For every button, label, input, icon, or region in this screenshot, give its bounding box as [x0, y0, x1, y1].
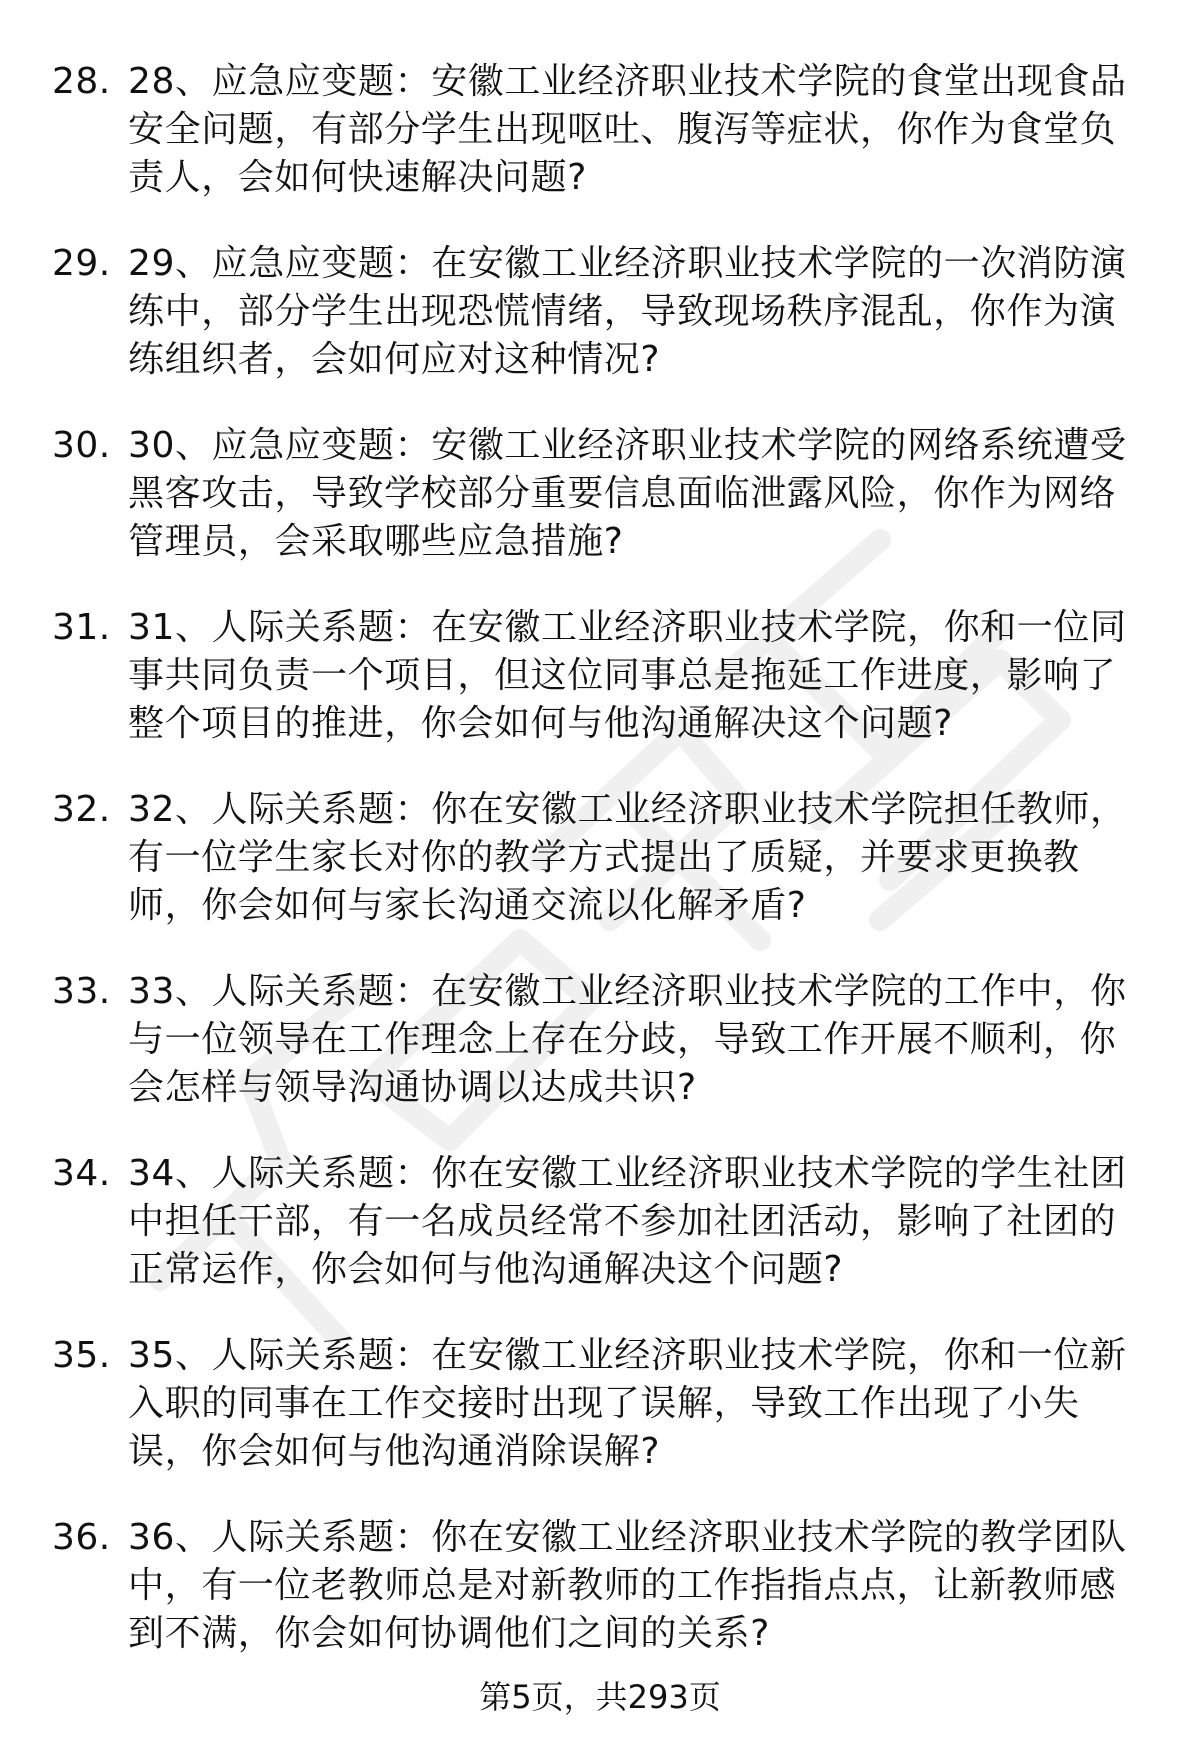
question-text: 34、人际关系题：你在安徽工业经济职业技术学院的学生社团中担任干部，有一名成员经常不参加社团活动，影响了社团的正常运作，你会如何与他沟通解决这个问题? — [128, 1153, 1127, 1290]
question-text: 28、应急应变题：安徽工业经济职业技术学院的食堂出现食品安全问题，有部分学生出现呕吐、腹泻等症状，你作为食堂负责人，会如何快速解决问题? — [128, 61, 1127, 198]
question-number: 35. — [52, 1335, 111, 1376]
question-list — [0, 58, 1200, 1696]
question-text: 31、人际关系题：在安徽工业经济职业技术学院，你和一位同事共同负责一个项目，但这位同事总是拖延工作进度，影响了整个项目的推进，你会如何与他沟通解决这个问题? — [128, 607, 1127, 744]
question-item — [0, 968, 1200, 1150]
question-number: 30. — [52, 425, 111, 466]
question-item — [0, 1332, 1200, 1514]
question-item — [0, 58, 1200, 240]
question-item — [0, 1514, 1200, 1696]
question-item — [0, 422, 1200, 604]
question-text: 29、应急应变题：在安徽工业经济职业技术学院的一次消防演练中，部分学生出现恐慌情绪，导致现场秩序混乱，你作为演练组织者，会如何应对这种情况? — [128, 243, 1127, 380]
page-number-footer: 第5页，共293页 — [479, 1678, 721, 1716]
question-text: 30、应急应变题：安徽工业经济职业技术学院的网络系统遭受黑客攻击，导致学校部分重要信息面临泄露风险，你作为网络管理员，会采取哪些应急措施? — [128, 425, 1127, 562]
question-text: 33、人际关系题：在安徽工业经济职业技术学院的工作中，你与一位领导在工作理念上存在分歧，导致工作开展不顺利，你会怎样与领导沟通协调以达成共识? — [128, 971, 1127, 1108]
question-number: 34. — [52, 1153, 111, 1194]
question-number: 28. — [52, 61, 111, 102]
question-text: 32、人际关系题：你在安徽工业经济职业技术学院担任教师，有一位学生家长对你的教学方式提出了质疑，并要求更换教师，你会如何与家长沟通交流以化解矛盾? — [128, 789, 1127, 926]
question-text: 36、人际关系题：你在安徽工业经济职业技术学院的教学团队中，有一位老教师总是对新教师的工作指指点点，让新教师感到不满，你会如何协调他们之间的关系? — [128, 1517, 1127, 1654]
question-item — [0, 604, 1200, 786]
question-number: 32. — [52, 789, 111, 830]
question-number: 29. — [52, 243, 111, 284]
question-item — [0, 240, 1200, 422]
question-item — [0, 1150, 1200, 1332]
question-item — [0, 786, 1200, 968]
question-text: 35、人际关系题：在安徽工业经济职业技术学院，你和一位新入职的同事在工作交接时出现了误解，导致工作出现了小失误，你会如何与他沟通消除误解? — [128, 1335, 1127, 1472]
question-number: 31. — [52, 607, 111, 648]
question-number: 36. — [52, 1517, 111, 1558]
question-number: 33. — [52, 971, 111, 1012]
